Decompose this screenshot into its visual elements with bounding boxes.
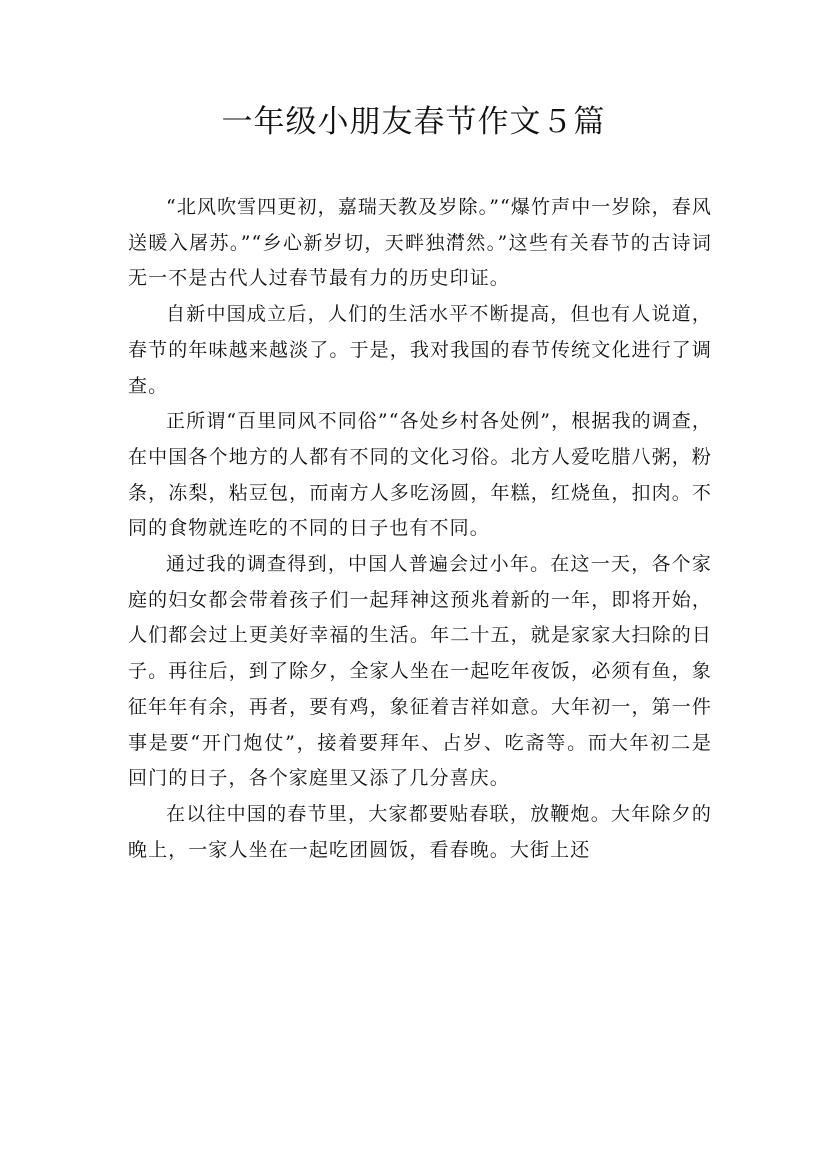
paragraph-2: 自新中国成立后，人们的生活水平不断提高，但也有人说道，春节的年味越来越淡了。于是，我对我国的春节传统文化进行了调查。 [128,303,712,397]
paragraph-3: 正所谓“百里同风不同俗”“各处乡村各处例”，根据我的调查，在中国各个地方的人都有不同的文化习俗。北方人爱吃腊八粥，粉条，冻梨，粘豆包，而南方人多吃汤圆，年糕，红烧鱼，扣肉。不同的食物就连吃的不同的日子也有不同。 [128,410,712,540]
document-title: 一年级小朋友春节作文５篇 [221,104,606,140]
paragraph-1: “北风吹雪四更初，嘉瑞天教及岁除。”“爆竹声中一岁除，春风送暖入屠苏。”“乡心新岁切，天畔独潸然。”这些有关春节的古诗词无一不是古代人过春节最有力的历史印证。 [128,196,712,290]
document-body [128,190,712,868]
paragraph-5: 在以往中国的春节里，大家都要贴春联，放鞭炮。大年除夕的晚上，一家人坐在一起吃团圆饭，看春晚。大街上还 [128,802,712,861]
paragraph-4: 通过我的调查得到，中国人普遍会过小年。在这一天，各个家庭的妇女都会带着孩子们一起拜神这预兆着新的一年，即将开始，人们都会过上更美好幸福的生活。年二十五，就是家家大扫除的日子。再往后，到了除夕，全家人坐在一起吃年夜饭，必须有鱼，象征年年有余，再者，要有鸡，象征着吉祥如意。大年初一，第一件事是要“开门炮仗”，接着要拜年、占岁、吃斋等。而大年初二是回门的日子，各个家庭里又添了几分喜庆。 [128,553,712,790]
